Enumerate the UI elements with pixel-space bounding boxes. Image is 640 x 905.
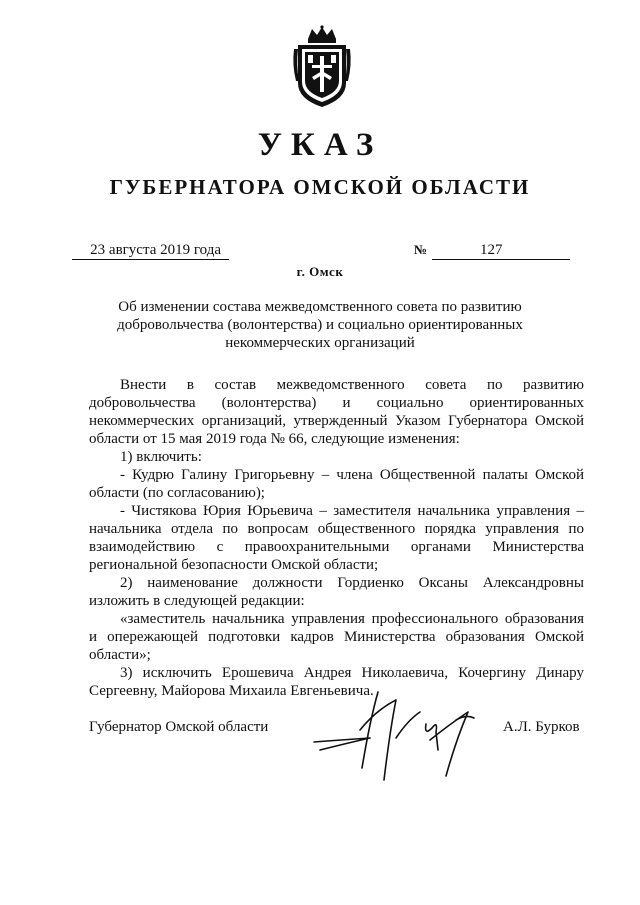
body-paragraph: Внести в состав межведомственного совета по развитию	[120, 377, 584, 393]
subject-line: добровольчества (волонтерства) и социально ориентированных	[117, 317, 523, 333]
list-item: «заместитель начальника управления профессионального образования и опережающей подготовки кадров Министерства образования Омской области»;	[89, 611, 584, 663]
list-item: - Кудрю Галину Григорьевну – члена Общественной палаты Омской области (по согласованию);	[89, 467, 584, 501]
omsk-coat-of-arms-emblem	[290, 25, 354, 110]
subject-line: некоммерческих организаций	[225, 335, 415, 351]
signatory-name: А.Л. Бурков	[503, 719, 580, 735]
list-item: 1) включить:	[120, 449, 202, 465]
list-item: 2) наименование должности Гордиенко Оксаны Александровны изложить в следующей редакции:	[89, 575, 584, 609]
decree-body	[89, 376, 584, 700]
decree-subtitle: ГУБЕРНАТОРА ОМСКОЙ ОБЛАСТИ	[109, 175, 531, 199]
city-label: г. Омск	[296, 264, 344, 279]
number-label: №	[414, 242, 428, 257]
body-paragraph: некоммерческих организаций, утвержденный Указом Губернатора Омской	[89, 413, 584, 429]
signatory-position: Губернатор Омской области	[89, 719, 269, 735]
list-item: - Чистякова Юрия Юрьевича – заместителя начальника управления – начальника отдела по вопросам общественного порядка управления по взаимодействию с правоохранительными органами Министерства региональной безопасности Омской области;	[89, 503, 584, 573]
list-item: 3) исключить Ерошевича Андрея Николаевича, Кочергину Динару Сергеевну, Майорова Михаила Евгеньевича.	[89, 665, 584, 699]
handwritten-signature	[300, 680, 490, 790]
decree-date: 23 августа 2019 года	[72, 241, 229, 260]
body-paragraph: области от 15 мая 2019 года № 66, следующие изменения:	[89, 431, 460, 447]
decree-number-field	[432, 241, 570, 260]
decree-title: УКАЗ	[257, 127, 383, 163]
decree-subject	[0, 298, 640, 352]
subject-line: Об изменении состава межведомственного совета по развитию	[118, 299, 522, 315]
decree-number: 127	[480, 242, 503, 258]
body-paragraph: добровольчества (волонтерства) и социально ориентированных	[89, 395, 584, 411]
